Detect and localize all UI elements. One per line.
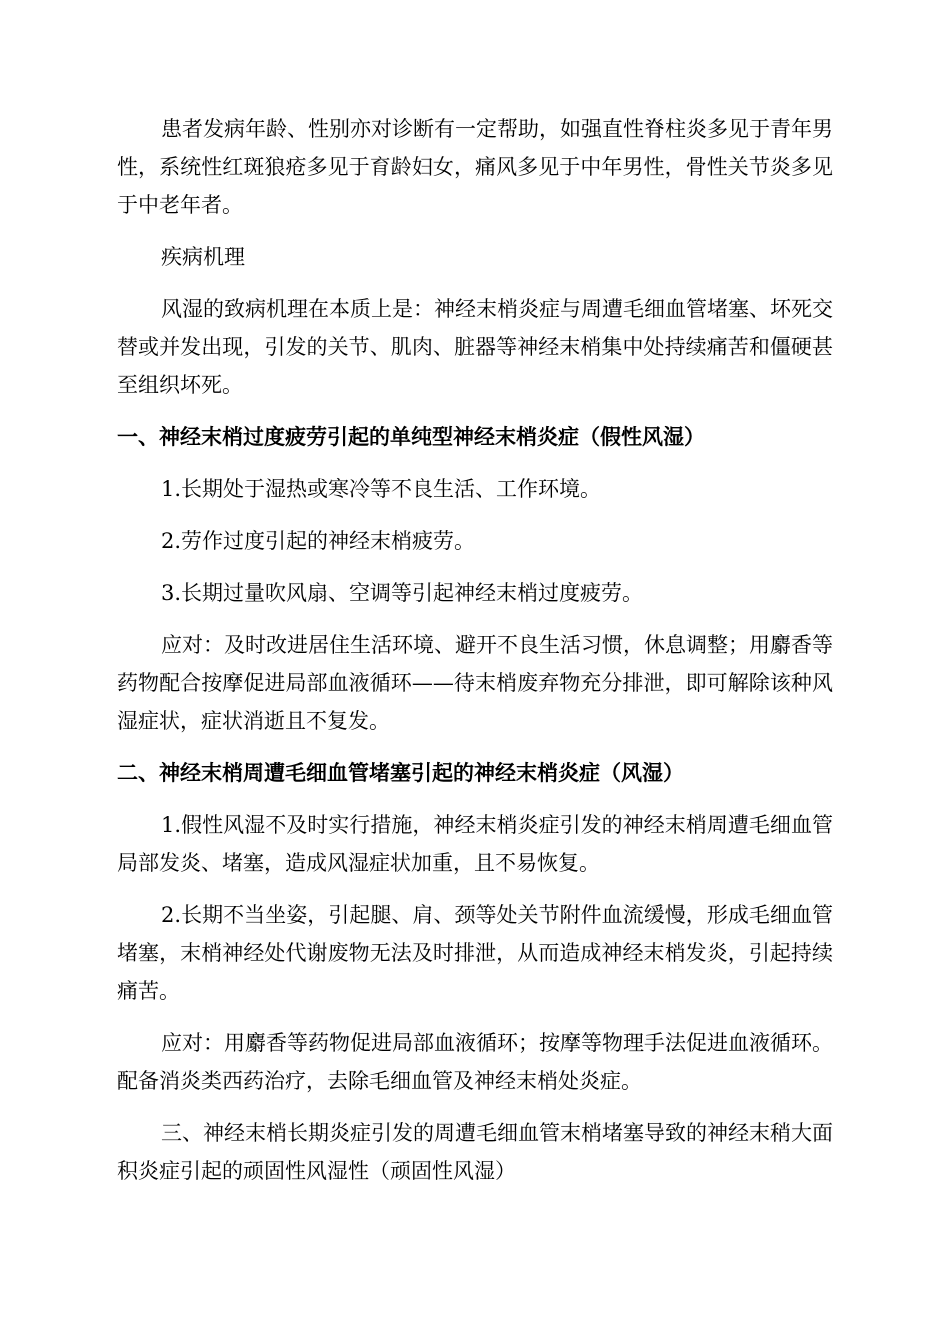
section2-item-1: 1.假性风湿不及时实行措施，神经末梢炎症引发的神经末梢周遭毛细血管局部发炎、堵塞，造成风湿症状加重，且不易恢复。 [117, 813, 833, 875]
section3-heading: 三、神经末梢长期炎症引发的周遭毛细血管末梢堵塞导致的神经末稍大面积炎症引起的顽固性风湿性（顽固性风湿） [117, 1121, 833, 1183]
section2-item-2: 2.长期不当坐姿，引起腿、肩、颈等处关节附件血流缓慢，形成毛细血管堵塞，末梢神经处代谢废物无法及时排泄，从而造成神经末梢发炎，引起持续痛苦。 [117, 903, 833, 1003]
section2-heading: 二、神经末梢周遭毛细血管堵塞引起的神经末梢炎症（风湿） [117, 761, 684, 785]
section1-item-3: 3.长期过量吹风扇、空调等引起神经末梢过度疲劳。 [161, 581, 644, 605]
section1-item-2: 2.劳作过度引起的神经末梢疲劳。 [161, 529, 476, 553]
section1-response: 应对：及时改进居住生活环境、避开不良生活习惯，休息调整；用麝香等药物配合按摩促进局部血液循环——待末梢废弃物充分排泄，即可解除该种风湿症状，症状消逝且不复发。 [117, 633, 833, 733]
document-page [117, 110, 833, 1190]
paragraph-mechanism-title: 疾病机理 [161, 245, 245, 269]
paragraph-diagnosis-demographics: 患者发病年龄、性别亦对诊断有一定帮助，如强直性脊柱炎多见于青年男性，系统性红斑狼疮多见于育龄妇女，痛风多见于中年男性，骨性关节炎多见于中老年者。 [117, 117, 833, 217]
section2-response: 应对：用麝香等药物促进局部血液循环；按摩等物理手法促进血液循环。配备消炎类西药治疗，去除毛细血管及神经末梢处炎症。 [117, 1031, 833, 1093]
paragraph-mechanism-body: 风湿的致病机理在本质上是：神经末梢炎症与周遭毛细血管堵塞、坏死交替或并发出现，引发的关节、肌肉、脏器等神经末梢集中处持续痛苦和僵硬甚至组织坏死。 [117, 297, 833, 397]
section1-heading: 一、神经末梢过度疲劳引起的单纯型神经末梢炎症（假性风湿） [117, 425, 705, 449]
section1-item-1: 1.长期处于湿热或寒冷等不良生活、工作环境。 [161, 477, 602, 501]
